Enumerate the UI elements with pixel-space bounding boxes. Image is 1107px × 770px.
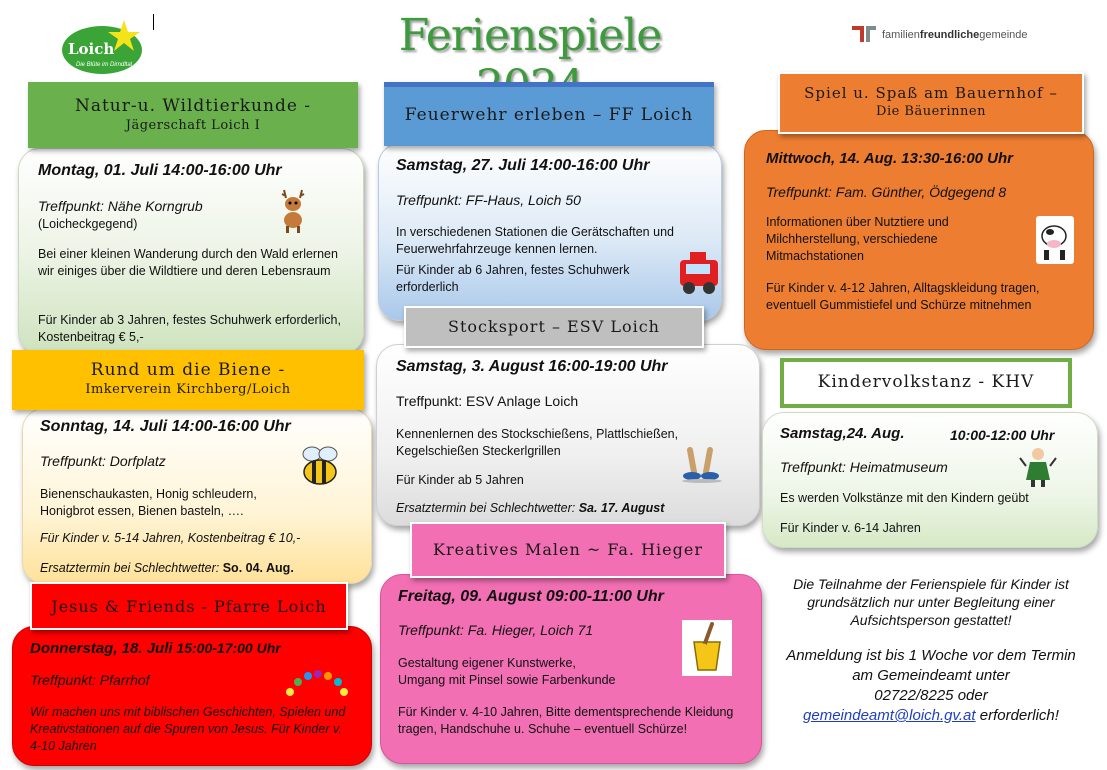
feuerwehr-banner-title: Feuerwehr erleben – FF Loich: [404, 105, 694, 125]
fire-truck-icon: [676, 246, 722, 301]
jesus-meeting: Treffpunkt: Pfarrhof: [30, 672, 150, 688]
natur-info: Für Kinder ab 3 Jahren, festes Schuhwerk erforderlich, Kostenbeitrag € 5,-: [38, 313, 341, 344]
natur-banner-subtitle: Jägerschaft Loich I: [125, 118, 261, 133]
volkstanz-time: 10:00-12:00 Uhr: [950, 427, 1055, 443]
volkstanz-date: Samstag,24. Aug.: [780, 425, 905, 442]
dancer-icon: [1018, 446, 1058, 493]
bee-icon: [296, 444, 344, 493]
bauernhof-description: Informationen über Nutztiere und Milchherstellung, verschiedene Mitmachstationen: [766, 215, 949, 263]
feuerwehr-meeting: Treffpunkt: FF-Haus, Loich 50: [396, 192, 581, 208]
malen-description-1: Gestaltung eigener Kunstwerke,: [398, 656, 576, 670]
curling-stock-icon: [680, 446, 724, 489]
feuerwehr-description: In verschiedenen Stationen die Gerätschaften und Feuerwehrfahrzeuge kennen lernen.: [396, 225, 674, 256]
jesus-banner-title: Jesus & Friends - Pfarre Loich: [51, 597, 327, 616]
biene-info: Für Kinder v. 5-14 Jahren, Kostenbeitrag € 10,-: [40, 531, 301, 545]
natur-date: Montag, 01. Juli 14:00-16:00 Uhr: [38, 162, 282, 179]
paint-bucket-icon: [682, 620, 732, 681]
jesus-banner: [30, 582, 348, 630]
malen-banner: [410, 522, 726, 578]
biene-alt-label: Ersatztermin bei Schlechtwetter:: [40, 561, 223, 575]
logo-tagline: Die Blüte im Dirndltal: [76, 62, 133, 68]
registration-text: Anmeldung ist bis 1 Woche vor dem Termin am Gemeindeamt unter: [786, 647, 1076, 684]
children-circle-icon: [284, 670, 350, 705]
header-divider: [153, 14, 154, 30]
biene-description: Bienenschaukasten, Honig schleudern, Honigbrot essen, Bienen basteln, ….: [40, 487, 257, 518]
bauernhof-date: Mittwoch, 14. Aug. 13:30-16:00 Uhr: [766, 150, 1014, 167]
bauernhof-info: Für Kinder v. 4-12 Jahren, Alltagskleidung tragen, eventuell Gummistiefel und Schürze mitnehmen: [766, 281, 1040, 312]
malen-description-2: Umgang mit Pinsel sowie Farbenkunde: [398, 673, 616, 687]
page-title: Ferienspiele: [398, 10, 662, 61]
loich-logo: [58, 18, 148, 76]
jesus-date-time: 15:00-17:00 Uhr: [172, 640, 281, 656]
logo-name: Loich: [68, 40, 115, 58]
natur-description: Bei einer kleinen Wanderung durch den Wald erlernen wir einiges über die Wildtiere und deren Lebensraum: [38, 247, 338, 278]
biene-banner: [12, 350, 364, 410]
partner-bold: freundliche: [919, 29, 980, 41]
natur-banner: [28, 82, 358, 148]
phone-number: 02722/8225 oder: [874, 687, 988, 704]
natur-meeting: Treffpunkt: Nähe Korngrub: [38, 198, 203, 214]
jesus-date-day: Donnerstag, 18. Juli: [30, 640, 173, 657]
stocksport-info: Für Kinder ab 5 Jahren: [396, 473, 524, 487]
registration-suffix: erforderlich!: [975, 707, 1059, 724]
feuerwehr-info: Für Kinder ab 6 Jahren, festes Schuhwerk erforderlich: [396, 263, 630, 294]
partner-prefix: familien: [882, 29, 920, 41]
malen-date: Freitag, 09. August 09:00-11:00 Uhr: [398, 588, 664, 605]
email-link[interactable]: gemeindeamt@loich.gv.at: [803, 707, 976, 724]
stocksport-banner-title: Stocksport – ESV Loich: [448, 317, 660, 336]
partner-logo-text: [882, 29, 1028, 41]
stocksport-alt: [396, 500, 664, 517]
biene-banner-title: Rund um die Biene -: [90, 360, 286, 380]
biene-meeting: Treffpunkt: Dorfplatz: [40, 453, 166, 469]
partner-suffix: gemeinde: [979, 29, 1028, 41]
biene-banner-subtitle: Imkerverein Kirchberg/Loich: [85, 382, 291, 397]
volkstanz-meeting: Treffpunkt: Heimatmuseum: [780, 459, 948, 475]
bauernhof-banner-title: Spiel u. Spaß am Bauernhof –: [804, 84, 1058, 102]
volkstanz-banner: [780, 358, 1072, 408]
stocksport-date: Samstag, 3. August 16:00-19:00 Uhr: [396, 358, 668, 375]
natur-banner-title: Natur-u. Wildtierkunde -: [74, 96, 312, 116]
biene-date: Sonntag, 14. Juli 14:00-16:00 Uhr: [40, 418, 291, 435]
biene-alt-date: So. 04. Aug.: [222, 561, 294, 575]
registration-notice: [778, 646, 1084, 726]
partner-logo: [852, 24, 1052, 48]
feuerwehr-banner: [384, 82, 714, 146]
deer-icon: [276, 188, 310, 239]
bauernhof-banner-subtitle: Die Bäuerinnen: [876, 104, 986, 119]
malen-info: Für Kinder v. 4-10 Jahren, Bitte dementsprechende Kleidung tragen, Handschuhe u. Schuhe – eventuell Schürze!: [398, 705, 734, 736]
stocksport-alt-label: Ersatztermin bei Schlechtwetter:: [396, 501, 579, 515]
bauernhof-meeting: Treffpunkt: Fam. Günther, Ödgegend 8: [766, 184, 1007, 200]
participation-notice: Die Teilnahme der Ferienspiele für Kinder ist grundsätzlich nur unter Begleitung einer Aufsichtsperson gestattet!: [793, 576, 1069, 628]
jesus-description: Wir machen uns mit biblischen Geschichten, Spielen und Kreativstationen auf die Spuren von Jesus. Für Kinder v. 4-10 Jahren: [30, 705, 346, 753]
stocksport-banner: [404, 306, 704, 348]
bauernhof-banner: [778, 72, 1084, 134]
volkstanz-description: Es werden Volkstänze mit den Kindern geübt: [780, 491, 1029, 505]
biene-alt: [40, 560, 294, 577]
stocksport-description: Kennenlernen des Stockschießens, Plattlschießen, Kegelschießen Steckerlgrillen: [396, 427, 679, 458]
volkstanz-info: Für Kinder v. 6-14 Jahren: [780, 521, 921, 535]
cow-icon: [1032, 212, 1078, 273]
malen-meeting: Treffpunkt: Fa. Hieger, Loich 71: [398, 622, 594, 638]
stocksport-alt-date: Sa. 17. August: [578, 501, 665, 515]
feuerwehr-date: Samstag, 27. Juli 14:00-16:00 Uhr: [396, 157, 650, 174]
malen-banner-title: Kreatives Malen ~ Fa. Hieger: [433, 540, 703, 559]
stocksport-meeting: Treffpunkt: ESV Anlage Loich: [396, 393, 579, 409]
volkstanz-banner-title: Kindervolkstanz - KHV: [817, 372, 1035, 392]
natur-meeting-sub: (Loicheckgegend): [38, 217, 138, 231]
jesus-date: [30, 640, 281, 657]
